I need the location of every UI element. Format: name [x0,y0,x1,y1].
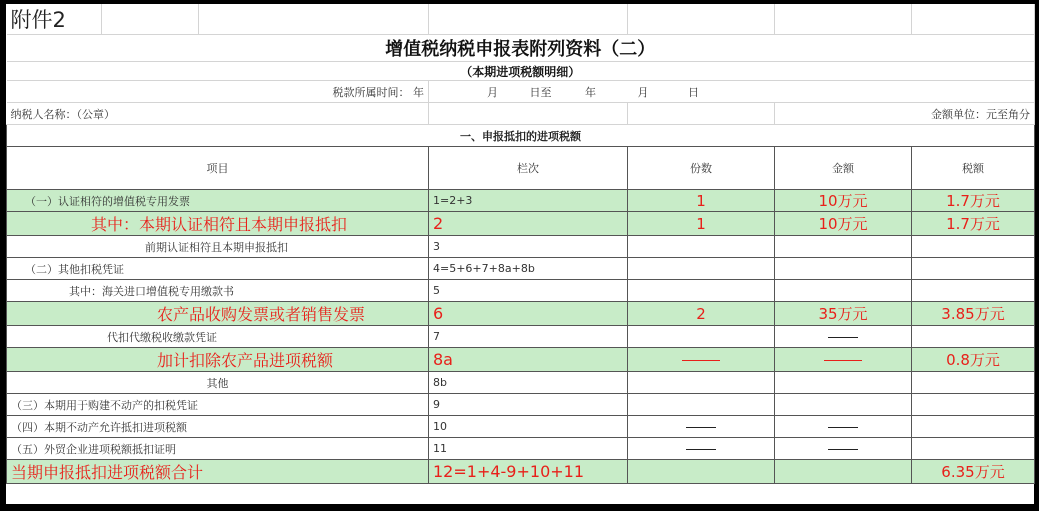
row-tax[interactable] [912,280,1035,302]
amount-unit-label: 金额单位：元至角分 [775,103,1035,125]
row-amount[interactable]: 35万元 [775,302,912,326]
row-amount [775,438,912,460]
row-item: 其中：海关进口增值税专用缴款书 [7,280,429,302]
row-amount[interactable] [775,236,912,258]
header-row [7,147,1035,190]
row-amount [775,416,912,438]
row-copies[interactable] [628,280,775,302]
row-copies[interactable] [628,236,775,258]
tax-form-table [6,4,1035,484]
row-tax[interactable]: 3.85万元 [912,302,1035,326]
row-item: （三）本期用于购建不动产的扣税凭证 [7,394,429,416]
row-column: 1=2+3 [429,190,628,212]
row-tax[interactable] [912,372,1035,394]
row-item: （四）本期不动产允许抵扣进项税额 [7,416,429,438]
table-row [7,236,1035,258]
row-tax[interactable]: 1.7万元 [912,190,1035,212]
row-tax[interactable]: 0.8万元 [912,348,1035,372]
row-item: 当期申报抵扣进项税额合计 [7,460,429,484]
row-column: 5 [429,280,628,302]
row-copies[interactable] [628,460,775,484]
table-row [7,326,1035,348]
not-applicable-dash [828,427,858,428]
row-amount[interactable] [775,460,912,484]
not-applicable-dash [686,427,716,428]
row-column: 6 [429,302,628,326]
row-tax[interactable] [912,258,1035,280]
row-tax[interactable] [912,236,1035,258]
spreadsheet [6,4,1034,504]
header-item: 项目 [7,147,429,190]
row-item: （一）认证相符的增值税专用发票 [7,190,429,212]
row-column: 9 [429,394,628,416]
row-column: 7 [429,326,628,348]
row-copies[interactable]: 1 [628,212,775,236]
table-row [7,302,1035,326]
table-row [7,280,1035,302]
page-title: 增值税纳税申报表附列资料（二） [7,35,1035,62]
row-copies [628,438,775,460]
table-row [7,394,1035,416]
row-amount[interactable]: 10万元 [775,212,912,236]
not-applicable-dash [828,337,858,338]
row-item: 农产品收购发票或者销售发票 [7,302,429,326]
not-applicable-dash [686,449,716,450]
row-tax[interactable] [912,394,1035,416]
row-copies[interactable] [628,326,775,348]
table-row-total [7,460,1035,484]
row-item: 前期认证相符且本期申报抵扣 [7,236,429,258]
row-column: 3 [429,236,628,258]
row-item: 代扣代缴税收缴款凭证 [7,326,429,348]
table-row [7,212,1035,236]
row-amount [775,348,912,372]
row-amount[interactable] [775,280,912,302]
row-amount[interactable] [775,394,912,416]
row-column: 2 [429,212,628,236]
row-copies[interactable] [628,372,775,394]
row-amount[interactable]: 10万元 [775,190,912,212]
header-copies: 份数 [628,147,775,190]
row-copies[interactable] [628,258,775,280]
period-label: 税款所属时间： 年 [7,81,429,103]
table-row [7,348,1035,372]
row-tax[interactable] [912,326,1035,348]
row-copies[interactable] [628,394,775,416]
row-tax[interactable] [912,416,1035,438]
row-tax[interactable]: 6.35万元 [912,460,1035,484]
row-item: 加计扣除农产品进项税额 [7,348,429,372]
row-amount [775,326,912,348]
header-column: 栏次 [429,147,628,190]
table-row [7,258,1035,280]
row-tax[interactable] [912,438,1035,460]
row-column: 10 [429,416,628,438]
not-applicable-dash [682,360,720,361]
header-tax: 税额 [912,147,1035,190]
row-item: （二）其他扣税凭证 [7,258,429,280]
row-column: 8a [429,348,628,372]
row-item: （五）外贸企业进项税额抵扣证明 [7,438,429,460]
page-subtitle: （本期进项税额明细） [7,62,1035,81]
taxpayer-name-label: 纳税人名称：（公章） [7,103,429,125]
row-item: 其中：本期认证相符且本期申报抵扣 [7,212,429,236]
row-tax[interactable]: 1.7万元 [912,212,1035,236]
row-copies[interactable]: 1 [628,190,775,212]
row-copies [628,416,775,438]
section-title: 一、申报抵扣的进项税额 [7,125,1035,147]
attachment-label: 附件2 [7,4,102,35]
table-row [7,372,1035,394]
header-amount: 金额 [775,147,912,190]
row-column: 12=1+4-9+10+11 [429,460,628,484]
table-row [7,416,1035,438]
row-amount[interactable] [775,258,912,280]
row-column: 4=5+6+7+8a+8b [429,258,628,280]
row-column: 8b [429,372,628,394]
row-item: 其他 [7,372,429,394]
row-amount[interactable] [775,372,912,394]
period-fields: 月 日至 年 月 日 [429,81,1035,103]
not-applicable-dash [828,449,858,450]
not-applicable-dash [824,360,862,361]
row-copies[interactable]: 2 [628,302,775,326]
row-copies [628,348,775,372]
table-row [7,190,1035,212]
row-column: 11 [429,438,628,460]
table-row [7,438,1035,460]
